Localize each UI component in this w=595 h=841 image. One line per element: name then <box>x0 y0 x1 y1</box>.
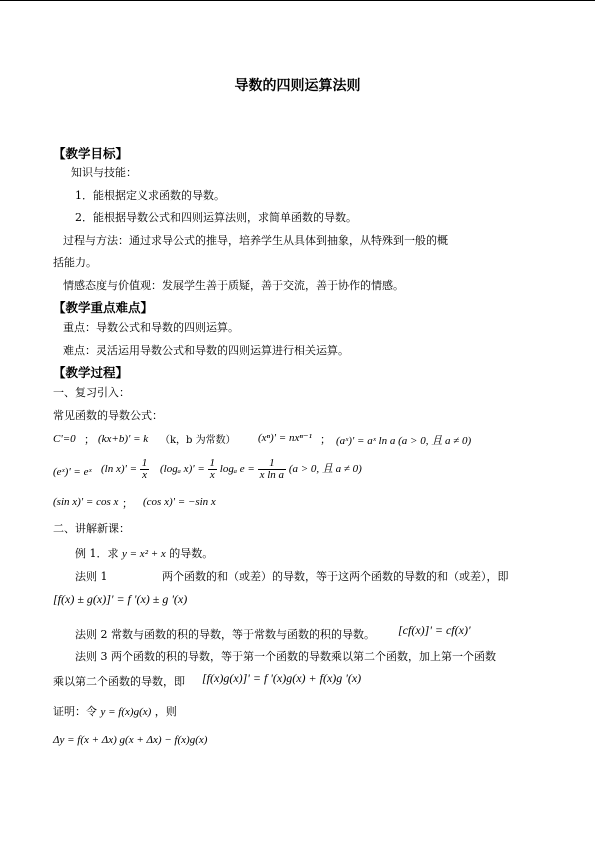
proof-suffix: ，则 <box>154 705 177 718</box>
top-border <box>0 0 595 1</box>
rule-2-text: 法则 2 常数与函数的积的导数，等于常数与函数的积的导数。 <box>75 628 375 641</box>
goal-item-2: 2．能根据导数公式和四则运算法则，求简单函数的导数。 <box>75 211 357 224</box>
formula-log-condition: (a > 0, 且 a ≠ 0) <box>288 463 362 476</box>
formula-separator: ； <box>84 433 95 446</box>
formula-separator: ； <box>122 497 133 510</box>
proof-line <box>53 705 177 719</box>
formula-log-denominator: x <box>209 469 215 481</box>
formula-log2-denominator: x ln a <box>259 469 285 481</box>
formula-log2-numerator: 1 <box>258 458 286 470</box>
formula-constant: C'=0 <box>53 433 76 445</box>
formula-log-fraction <box>208 458 218 481</box>
formula-e-power: (eˣ)' = eˣ <box>53 466 92 478</box>
example-1-prefix: 例 1．求 <box>75 547 119 560</box>
rule-1-formula: [f(x) ± g(x)]' = f '(x) ± g '(x) <box>53 592 188 606</box>
example-1-expression: y = x² + x <box>122 548 166 560</box>
goal-item-1: 1．能根据定义求函数的导数。 <box>75 189 225 202</box>
formula-ln-label: (ln x)' = <box>101 463 138 476</box>
key-point-line: 重点：导数公式和导数的四则运算。 <box>63 321 239 334</box>
proof-prefix: 证明：令 <box>53 705 97 718</box>
formula-ln-denominator: x <box>142 469 147 481</box>
review-heading: 一、复习引入： <box>53 386 130 399</box>
formula-linear: (kx+b)' = k <box>98 433 149 445</box>
rule-3-line-1: 法则 3 两个函数的积的导数，等于第一个函数的导数乘以第二个函数，加上第一个函数 <box>75 650 496 663</box>
formula-sin: (sin x)' = cos x <box>53 496 119 508</box>
rule-3-formula: [f(x)g(x)]' = f '(x)g(x) + f(x)g '(x) <box>202 671 362 685</box>
page-title: 导数的四则运算法则 <box>234 78 361 94</box>
section-process-heading: 【教学过程】 <box>53 365 129 380</box>
process-method-line-1: 过程与方法：通过求导公式的推导，培养学生从具体到抽象，从特殊到一般的概 <box>63 234 448 247</box>
knowledge-heading: 知识与技能： <box>71 166 137 179</box>
formula-separator: ； <box>320 433 331 446</box>
rule-1-label: 法则 1 <box>75 570 108 583</box>
proof-expression: y = f(x)g(x) <box>100 706 152 718</box>
section-goals-heading: 【教学目标】 <box>53 146 129 161</box>
formula-log-middle: logₐ e = <box>219 463 255 476</box>
formula-cos: (cos x)' = −sin x <box>143 496 216 508</box>
rule-2-formula: [cf(x)]' = cf(x)' <box>398 623 471 637</box>
rule-1-text: 两个函数的和（或差）的导数，等于这两个函数的导数的和（或差），即 <box>162 570 509 583</box>
formula-log-numerator: 1 <box>209 457 216 469</box>
formula-power: (xⁿ)' = nxⁿ⁻¹ <box>258 432 312 444</box>
process-method-line-2: 括能力。 <box>53 256 97 269</box>
example-1 <box>75 547 213 561</box>
formula-ln-fraction <box>140 458 150 481</box>
new-lesson-heading: 二、讲解新课： <box>53 522 130 535</box>
formula-ln <box>101 458 149 481</box>
formula-exponential: (aˣ)' = aˣ ln a (a > 0, 且 a ≠ 0) <box>336 435 472 447</box>
attitude-line: 情感态度与价值观：发展学生善于质疑，善于交流，善于协作的情感。 <box>63 279 404 292</box>
section-key-points-heading: 【教学重点难点】 <box>53 300 154 315</box>
formula-log-label: (logₐ x)' = <box>160 463 205 476</box>
rule-3-line-2: 乘以第二个函数的导数，即 <box>53 675 185 688</box>
formula-linear-note: （k，b 为常数） <box>160 435 236 446</box>
formula-log-fraction-2 <box>258 458 286 481</box>
common-formulas-heading: 常见函数的导数公式： <box>53 409 163 422</box>
formula-ln-numerator: 1 <box>141 457 148 469</box>
delta-y-formula: Δy = f(x + Δx) g(x + Δx) − f(x)g(x) <box>53 734 208 746</box>
difficulty-line: 难点：灵活运用导数公式和导数的四则运算进行相关运算。 <box>63 344 349 357</box>
formula-log <box>160 458 362 481</box>
example-1-suffix: 的导数。 <box>169 547 214 560</box>
